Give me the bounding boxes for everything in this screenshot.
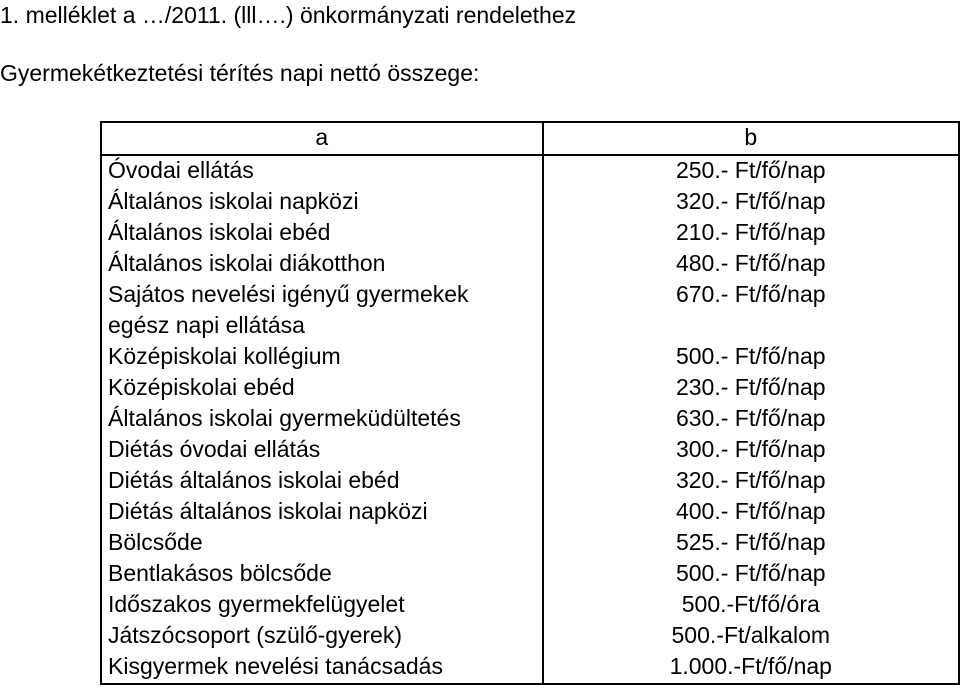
service-name: Sajátos nevelési igényű gyermekek bbox=[108, 281, 469, 307]
table-header-row bbox=[101, 122, 959, 155]
table-row bbox=[101, 621, 959, 652]
service-name: Diétás általános iskolai napközi bbox=[108, 498, 428, 524]
fee-value: 320.- Ft/fő/nap bbox=[675, 188, 826, 214]
fee-cell bbox=[543, 404, 959, 435]
fee-value: 500.- Ft/fő/nap bbox=[675, 560, 826, 586]
table-row bbox=[101, 218, 959, 249]
service-name-cell bbox=[101, 621, 543, 652]
service-name: Diétás általános iskolai ebéd bbox=[108, 467, 400, 493]
service-name-cell bbox=[101, 466, 543, 497]
table-row bbox=[101, 652, 959, 684]
service-name-cell bbox=[101, 435, 543, 466]
service-name: Általános iskolai gyermeküdültetés bbox=[108, 405, 461, 431]
fee-value: 630.- Ft/fő/nap bbox=[675, 405, 826, 431]
table-row bbox=[101, 466, 959, 497]
table-row bbox=[101, 373, 959, 404]
fee-value: 500.- Ft/fő/nap bbox=[675, 343, 826, 369]
fee-value: 1.000.-Ft/fő/nap bbox=[669, 653, 832, 679]
table-row bbox=[101, 249, 959, 280]
fee-cell bbox=[543, 342, 959, 373]
service-name-cell bbox=[101, 280, 543, 342]
service-name: Bölcsőde bbox=[108, 529, 203, 555]
service-name: Középiskolai ebéd bbox=[108, 374, 295, 400]
service-name-cell bbox=[101, 155, 543, 187]
table-row bbox=[101, 559, 959, 590]
fee-value: 525.- Ft/fő/nap bbox=[675, 529, 826, 555]
service-name-cell bbox=[101, 528, 543, 559]
service-name: Általános iskolai ebéd bbox=[108, 219, 331, 245]
service-name-cell bbox=[101, 590, 543, 621]
table-caption: Gyermekétkeztetési térítés napi nettó összege: bbox=[0, 60, 480, 86]
service-name-cell bbox=[101, 249, 543, 280]
fee-cell bbox=[543, 280, 959, 342]
table-row bbox=[101, 590, 959, 621]
service-name: Játszócsoport (szülő-gyerek) bbox=[108, 622, 402, 648]
service-name: Időszakos gyermekfelügyelet bbox=[108, 591, 405, 617]
fee-value: 480.- Ft/fő/nap bbox=[675, 250, 826, 276]
service-name-cell bbox=[101, 559, 543, 590]
service-name: Diétás óvodai ellátás bbox=[108, 436, 321, 462]
service-name: Kisgyermek nevelési tanácsadás bbox=[108, 653, 443, 679]
service-name: Általános iskolai napközi bbox=[108, 188, 359, 214]
fee-cell bbox=[543, 373, 959, 404]
fee-cell bbox=[543, 497, 959, 528]
fee-value: 670.- Ft/fő/nap bbox=[675, 281, 826, 307]
column-header-a: a bbox=[101, 122, 543, 155]
table-row bbox=[101, 187, 959, 218]
fee-value: 320.- Ft/fő/nap bbox=[675, 467, 826, 493]
column-header-b: b bbox=[543, 122, 959, 155]
fee-cell bbox=[543, 187, 959, 218]
fee-cell bbox=[543, 559, 959, 590]
table-row bbox=[101, 342, 959, 373]
fee-cell bbox=[543, 435, 959, 466]
service-name-cell bbox=[101, 404, 543, 435]
fee-table bbox=[100, 121, 960, 685]
fee-cell bbox=[543, 621, 959, 652]
service-name-cell bbox=[101, 652, 543, 684]
table-body bbox=[101, 155, 959, 684]
service-name: egész napi ellátása bbox=[108, 312, 305, 338]
service-name-cell bbox=[101, 373, 543, 404]
fee-value: 210.- Ft/fő/nap bbox=[675, 219, 826, 245]
fee-cell bbox=[543, 249, 959, 280]
fee-value: 500.-Ft/alkalom bbox=[671, 622, 831, 648]
fee-value: 230.- Ft/fő/nap bbox=[675, 374, 826, 400]
service-name-cell bbox=[101, 187, 543, 218]
fee-cell bbox=[543, 528, 959, 559]
page-heading: 1. melléklet a …/2011. (lll….) önkormányzati rendelethez bbox=[0, 2, 577, 28]
fee-value: 400.- Ft/fő/nap bbox=[675, 498, 826, 524]
fee-cell bbox=[543, 590, 959, 621]
table-row bbox=[101, 497, 959, 528]
table-row bbox=[101, 404, 959, 435]
table-row bbox=[101, 280, 959, 342]
fee-cell bbox=[543, 466, 959, 497]
fee-cell bbox=[543, 218, 959, 249]
service-name: Óvodai ellátás bbox=[108, 157, 254, 183]
service-name-cell bbox=[101, 497, 543, 528]
fee-cell bbox=[543, 155, 959, 187]
service-name: Középiskolai kollégium bbox=[108, 343, 341, 369]
service-name-cell bbox=[101, 218, 543, 249]
service-name-cell bbox=[101, 342, 543, 373]
service-name: Általános iskolai diákotthon bbox=[108, 250, 386, 276]
fee-value: 250.- Ft/fő/nap bbox=[675, 157, 826, 183]
fee-value: 300.- Ft/fő/nap bbox=[675, 436, 826, 462]
fee-value: 500.-Ft/fő/óra bbox=[681, 591, 820, 617]
table-row bbox=[101, 155, 959, 187]
table-row bbox=[101, 528, 959, 559]
fee-cell bbox=[543, 652, 959, 684]
table-row bbox=[101, 435, 959, 466]
service-name: Bentlakásos bölcsőde bbox=[108, 560, 332, 586]
